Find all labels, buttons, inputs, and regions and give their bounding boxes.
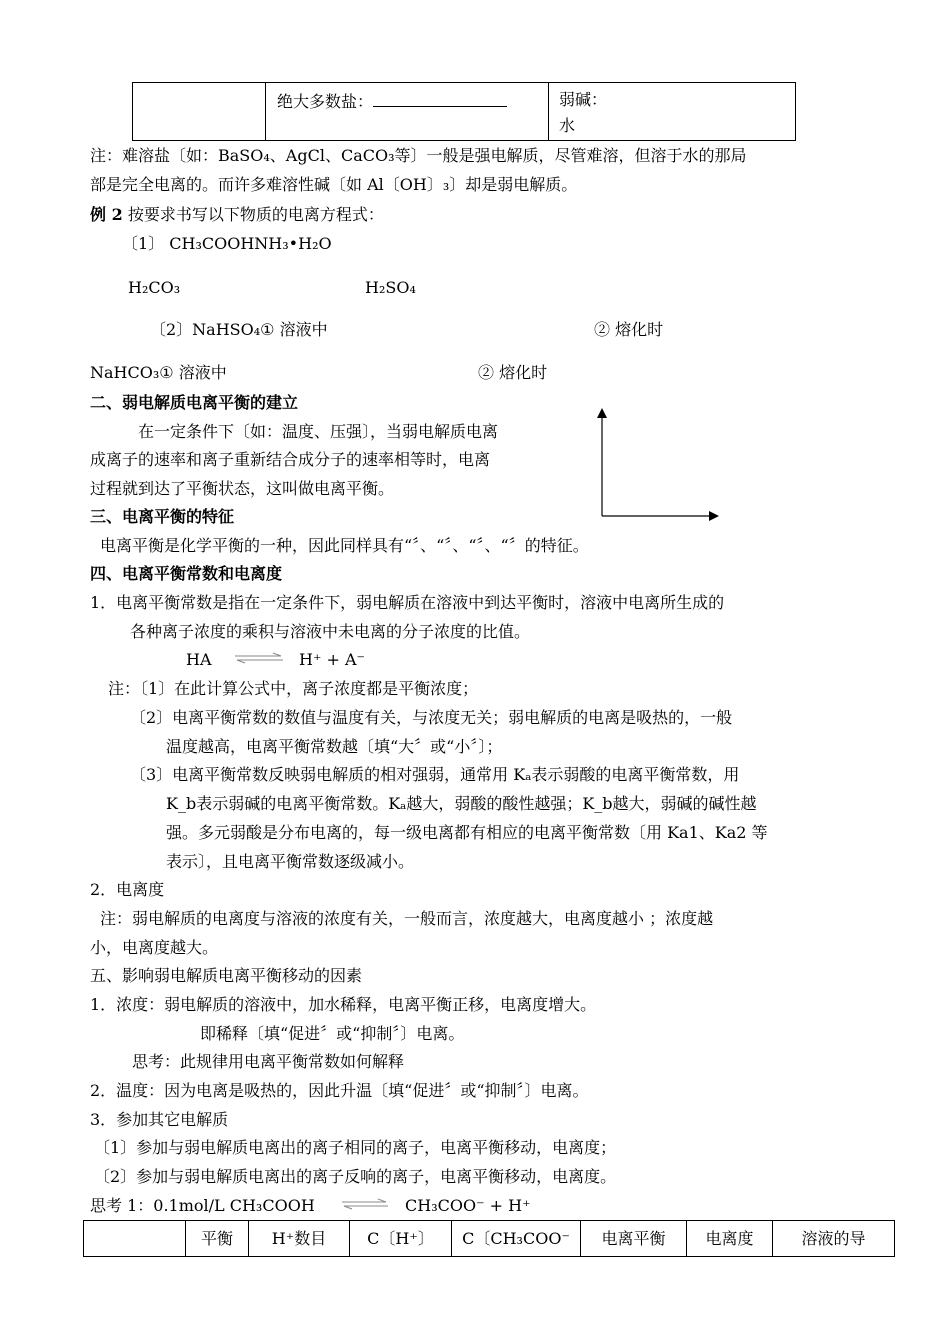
- example2-label: 例 2: [90, 205, 123, 224]
- section2-line3: 过程就到达了平衡状态，这叫做电离平衡。: [90, 479, 395, 498]
- section2-line1: 在一定条件下〔如：温度、压强〕，当弱电解质电离: [138, 422, 499, 441]
- top-table-cell-salts: [266, 83, 549, 141]
- equilibrium-right: H⁺ + A⁻: [299, 650, 365, 669]
- section5-think: 思考：此规律用电离平衡常数如何解释: [132, 1052, 405, 1071]
- header-cell-conductivity: 溶液的导: [773, 1221, 895, 1257]
- note1-line2: 部是完全电离的。而许多难溶性碱〔如 Al〔OH〕₃〕却是弱电解质。: [90, 175, 578, 194]
- equilibrium-left: HA: [186, 650, 212, 669]
- note1-line1: 注：难溶盐〔如：BaSO₄、AgCl、CaCO₃等〕一般是强电解质，尽管难溶，但溶于水的那局: [90, 146, 747, 165]
- nahco3-melt: ② 熔化时: [478, 363, 548, 382]
- note-3-line4: 表示〕，且电离平衡常数逐级减小。: [166, 852, 415, 871]
- note-2-line1: 〔2〕电离平衡常数的数值与温度有关，与浓度无关；弱电解质的电离是吸热的，一般: [130, 708, 733, 727]
- weak-base-label: 弱碱：: [559, 90, 608, 109]
- note-2-line2: 温度越高，电离平衡常数越〔填“大〞或“小〞〕；: [166, 737, 503, 756]
- example2-text: 按要求书写以下物质的电离方程式：: [127, 205, 384, 224]
- section4-title: 四、电离平衡常数和电离度: [90, 564, 283, 583]
- think1-left: 思考 1：0.1mol/L CH₃COOH: [90, 1196, 315, 1215]
- top-table-cell-empty: [133, 83, 266, 141]
- header-cell-h-count: H⁺数目: [249, 1221, 350, 1257]
- water-label: 水: [559, 116, 576, 135]
- nahco3-solution: NaHCO₃① 溶液中: [90, 363, 227, 382]
- nahso4-solution: 〔2〕NaHSO₄① 溶液中: [150, 320, 328, 339]
- salts-label: 绝大多数盐：: [277, 92, 374, 111]
- top-table: [132, 82, 796, 141]
- formula-h2so4: H₂SO₄: [365, 278, 416, 297]
- header-cell-equilibrium: 平衡: [186, 1221, 249, 1257]
- section2-line2: 成离子的速率和离子重新结合成分子的速率相等时，电离: [90, 450, 491, 469]
- note-4-line2: 小，电离度越大。: [90, 938, 219, 957]
- section5-p3: 3．参加其它电解质: [90, 1110, 229, 1129]
- section5-p1: 1．浓度：弱电解质的溶液中，加水稀释，电离平衡正移，电离度增大。: [90, 995, 597, 1014]
- think1-right: CH₃COO⁻ + H⁺: [405, 1196, 531, 1215]
- formula-h2co3: H₂CO₃: [128, 278, 181, 297]
- example2-heading: [90, 207, 384, 223]
- section2-title: 二、弱电解质电离平衡的建立: [90, 393, 299, 412]
- example2-item1: 〔1〕 CH₃COOHNH₃•H₂O: [122, 234, 332, 253]
- header-cell-empty: [84, 1221, 186, 1257]
- header-cell-ionization-degree: 电离度: [687, 1221, 773, 1257]
- header-cell-c-acetate: C〔CH₃COO⁻: [452, 1221, 581, 1257]
- section5-p2: 2．温度：因为电离是吸热的，因此升温〔填“促进〞或“抑制〞〕电离。: [90, 1081, 589, 1100]
- note-3-line2: K_b表示弱碱的电离平衡常数。Kₐ越大，弱酸的酸性越强；K_b越大，弱碱的碱性越: [166, 794, 757, 813]
- equilibrium-arrow-icon: [233, 650, 285, 666]
- header-cell-equilibrium-shift: 电离平衡: [581, 1221, 687, 1257]
- equilibrium-arrow-icon-2: [340, 1196, 390, 1212]
- section4-p1-line1: 1．电离平衡常数是指在一定条件下，弱电解质在溶液中到达平衡时，溶液中电离所生成的: [90, 593, 725, 612]
- y-axis-arrow: [597, 408, 607, 418]
- note-1: 注：〔1〕在此计算公式中，离子浓度都是平衡浓度；: [108, 679, 479, 698]
- section4-p2: 2．电离度: [90, 880, 165, 899]
- section3-text: 电离平衡是化学平衡的一种，因此同样具有“〞、“〞、“〞、“〞的特征。: [100, 536, 589, 555]
- note-3-line1: 〔3〕电离平衡常数反映弱电解质的相对强弱，通常用 Kₐ表示弱酸的电离平衡常数，用: [130, 765, 740, 784]
- section5-p3b: 〔2〕参加与弱电解质电离出的离子反响的离子，电离平衡移动，电离度。: [94, 1167, 617, 1186]
- note-4-line1: 注：弱电解质的电离度与溶液的浓度有关，一般而言，浓度越大，电离度越小 ；浓度越: [100, 909, 714, 928]
- section5-p1b: 即稀释〔填“促进〞或“抑制〞〕电离。: [200, 1024, 465, 1043]
- section5-title: 五、影响弱电解质电离平衡移动的因素: [90, 966, 363, 985]
- section3-title: 三、电离平衡的特征: [90, 507, 235, 526]
- top-table-cell-weak-base: [549, 83, 796, 141]
- note-3-line3: 强。多元弱酸是分布电离的，每一级电离都有相应的电离平衡常数〔用 Ka1、Ka2 等: [166, 823, 768, 842]
- nahso4-melt: ② 熔化时: [594, 320, 664, 339]
- salts-blank: [373, 92, 507, 107]
- header-cell-c-h: C〔H⁺〕: [350, 1221, 452, 1257]
- rate-axes-diagram: [592, 408, 722, 526]
- section5-p3a: 〔1〕参加与弱电解质电离出的离子相同的离子，电离平衡移动，电离度；: [94, 1138, 617, 1157]
- bottom-table: [83, 1220, 895, 1257]
- x-axis-arrow: [709, 511, 719, 521]
- section4-p1-line2: 各种离子浓度的乘积与溶液中未电离的分子浓度的比值。: [130, 622, 531, 641]
